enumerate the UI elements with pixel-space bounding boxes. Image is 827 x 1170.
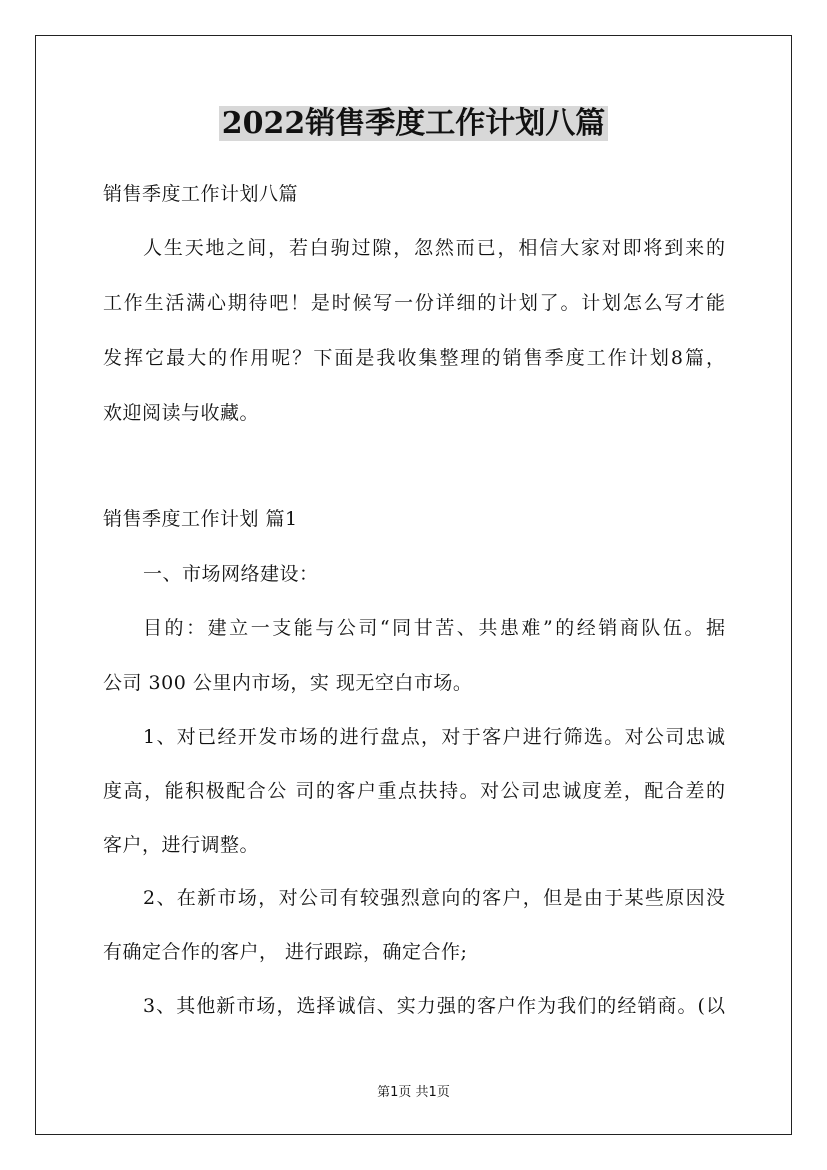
page-footer: 第1页 共1页: [377, 1085, 450, 1100]
point2-line-1: 2、在新市场，对公司有较强烈意向的客户，但是由于某些原因没: [143, 887, 725, 909]
item-heading: 一、市场网络建设：: [143, 563, 319, 585]
intro-line-4: 欢迎阅读与收藏。: [103, 402, 260, 424]
intro-line-2: 工作生活满心期待吧！是时候写一份详细的计划了。计划怎么写才能: [103, 292, 725, 314]
document-title: [0, 102, 827, 146]
document-title-text: 2022销售季度工作计划八篇: [219, 106, 609, 141]
point2-line-2: 有确定合作的客户， 进行跟踪，确定合作;: [103, 941, 468, 963]
point1-line-3: 客户，进行调整。: [103, 834, 260, 856]
purpose-line-1: 目的：建立一支能与公司“同甘苦、共患难”的经销商队伍。据: [143, 617, 725, 639]
point1-line-1: 1、对已经开发市场的进行盘点，对于客户进行筛选。对公司忠诚: [143, 726, 725, 748]
subtitle: 销售季度工作计划八篇: [103, 183, 299, 205]
intro-line-1: 人生天地之间，若白驹过隙，忽然而已，相信大家对即将到来的: [143, 237, 725, 259]
section-heading: 销售季度工作计划 篇1: [103, 508, 298, 530]
point3-line-1: 3、其他新市场，选择诚信、实力强的客户作为我们的经销商。(以: [143, 995, 725, 1017]
point1-line-2: 度高，能积极配合公 司的客户重点扶持。对公司忠诚度差，配合差的: [103, 780, 725, 802]
purpose-line-2: 公司 300 公里内市场，实 现无空白市场。: [103, 672, 473, 694]
intro-line-3: 发挥它最大的作用呢？下面是我收集整理的销售季度工作计划8篇，: [103, 347, 725, 369]
